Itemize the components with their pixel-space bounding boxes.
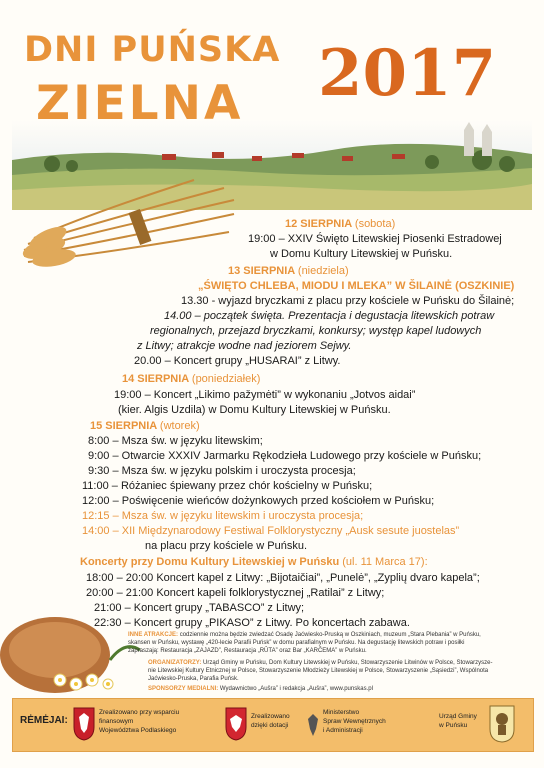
schedule-line: (kier. Algis Uzdila) w Domu Kultury Litewskiej w Puńsku.	[118, 404, 391, 416]
sponsor-3-line: Spraw Wewnętrznych	[323, 718, 386, 725]
schedule-line: 21:00 – Koncert grupy „TABASCO” z Litwy;	[94, 602, 305, 614]
punsk-coat-of-arms-icon	[489, 705, 515, 743]
attractions-info-line: zapraszają: Restauracja „ZAJAZD”, Restauracja „RŪTA” oraz Bar „KARČEMA” w Puńsku.	[128, 648, 367, 654]
attractions-info-line: skansen w Puńsku, wystawę „420-lecie Parafii Puńsk” w domu parafialnym w Puńsku. Na degustację litewskich potraw i posiłki	[128, 640, 465, 646]
sponsor-1-line: Zrealizowano przy wsparciu	[99, 709, 180, 716]
schedule-line: 19:00 – Koncert „Likimo pažymėti” w wykonaniu „Jotvos aidai”	[114, 389, 416, 401]
schedule-line: 20:00 – 21:00 Koncert kapeli folklorystycznej „Ratilai” z Litwy;	[86, 587, 385, 599]
title-year: 2017	[318, 36, 497, 111]
schedule-line: 12:00 – Poświęcenie wieńców dożynkowych przed kościołem w Puńsku;	[82, 495, 435, 507]
podlaskie-coat-of-arms-icon	[73, 707, 95, 741]
schedule-line: 13.30 - wyjazd bryczkami z placu przy kościele w Puńsku do Šilainė;	[181, 295, 515, 307]
title-dni-punska: DNI PUŃSKA	[24, 30, 281, 70]
sponsor-4-line: Urząd Gminy	[439, 713, 477, 720]
schedule-line: z Litwy; atrakcje wodne nad jeziorem Sejwy.	[137, 340, 352, 352]
date-heading: 12 SIERPNIA (sobota)	[285, 218, 396, 230]
schedule-line: 9:30 – Msza św. w języku polskim i uroczysta procesja;	[88, 465, 356, 477]
sponsor-2-line: dzięki dotacji	[251, 722, 289, 729]
date-heading: 14 SIERPNIA (poniedziałek)	[122, 373, 261, 385]
schedule-line: 18:00 – 20:00 Koncert kapel z Litwy: „Bijotaičiai”, „Punelė”, „Zyplių dvaro kapela”;	[86, 572, 480, 584]
sponsor-2-line: Zrealizowano	[251, 713, 290, 720]
schedule-line: 14:00 – XII Międzynarodowy Festiwal Folklorystyczny „Ausk sesute juostelas”	[82, 525, 460, 537]
schedule-line: 20.00 – Koncert grupy „HUSARAI” z Litwy.	[134, 355, 341, 367]
sponsor-4-line: w Puńsku	[439, 722, 468, 729]
concerts-heading: Koncerty przy Domu Kultury Litewskiej w Puńsku (ul. 11 Marca 17):	[80, 556, 428, 568]
media-sponsors: SPONSORZY MEDIALNI: Wydawnictwo „Aušra” i redakcja „Aušra”, www.punskas.pl	[148, 686, 373, 692]
schedule-line: 12:15 – Msza św. w języku litewskim i uroczysta procesja;	[82, 510, 364, 522]
schedule-line: na placu przy kościele w Puńsku.	[145, 540, 308, 552]
date-heading: 13 SIERPNIA (niedziela)	[228, 265, 349, 277]
organizers-info-line: nie Litewskiej Kultury Etnicznej w Polsce, Stowarzyszenie Młodzieży Litewskiej w Polsce, Stowarzyszenie „Sąsiedzi”, Wspólnota	[148, 668, 489, 674]
sponsor-1-line: finansowym	[99, 718, 134, 725]
organizers-info: ORGANIZATORZY: Urząd Gminy w Puńsku, Dom Kultury Litewskiej w Puńsku, Stowarzyszenie Litwinów w Polsce, Stowarzysze-	[148, 660, 493, 666]
sponsors-footer	[12, 698, 534, 752]
sponsor-3-line: i Administracji	[323, 727, 363, 734]
sponsors-label: RĖMĖJAI:	[20, 715, 68, 726]
schedule-line: 19:00 – XXIV Święto Litewskiej Piosenki Estradowej	[248, 233, 502, 245]
schedule-line: 22:30 – Koncert grupy „PIKASO” z Litwy. Po koncertach zabawa.	[94, 617, 410, 629]
sponsor-1-line: Województwa Podlaskiego	[99, 727, 177, 734]
date-heading: 15 SIERPNIA (wtorek)	[90, 420, 200, 432]
event-title: „ŚWIĘTO CHLEBA, MIODU I MLEKA” W ŠILAINĖ (OSZKINIE)	[198, 280, 515, 292]
polish-eagle-emblem-icon	[225, 707, 247, 741]
title-zielna: ZIELNA	[36, 76, 244, 131]
schedule-line: 8:00 – Msza św. w języku litewskim;	[88, 435, 263, 447]
schedule-line: 9:00 – Otwarcie XXXIV Jarmarku Rękodzieła Ludowego przy kościele w Puńsku;	[88, 450, 482, 462]
schedule-line: regionalnych, przejazd bryczkami, konkursy; występ kapel ludowych	[150, 325, 482, 337]
ministry-eagle-icon	[307, 713, 319, 737]
sponsor-3-line: Ministerstwo	[323, 709, 360, 716]
schedule-line: 14.00 – początek święta. Prezentacja i degustacja litewskich potraw	[164, 310, 495, 322]
organizers-info-line: Jaćwiesko-Pruska, Parafia Puńsk.	[148, 676, 239, 682]
attractions-info: INNE ATRAKCJE: codziennie można będzie zwiedzać Osadę Jaćwiesko-Pruską w Oszkiniach, muzeum „Stara Plebania” w Puńsku,	[128, 632, 481, 638]
schedule-line: w Domu Kultury Litewskiej w Puńsku.	[270, 248, 453, 260]
schedule-line: 11:00 – Różaniec śpiewany przez chór kościelny w Puńsku;	[82, 480, 373, 492]
